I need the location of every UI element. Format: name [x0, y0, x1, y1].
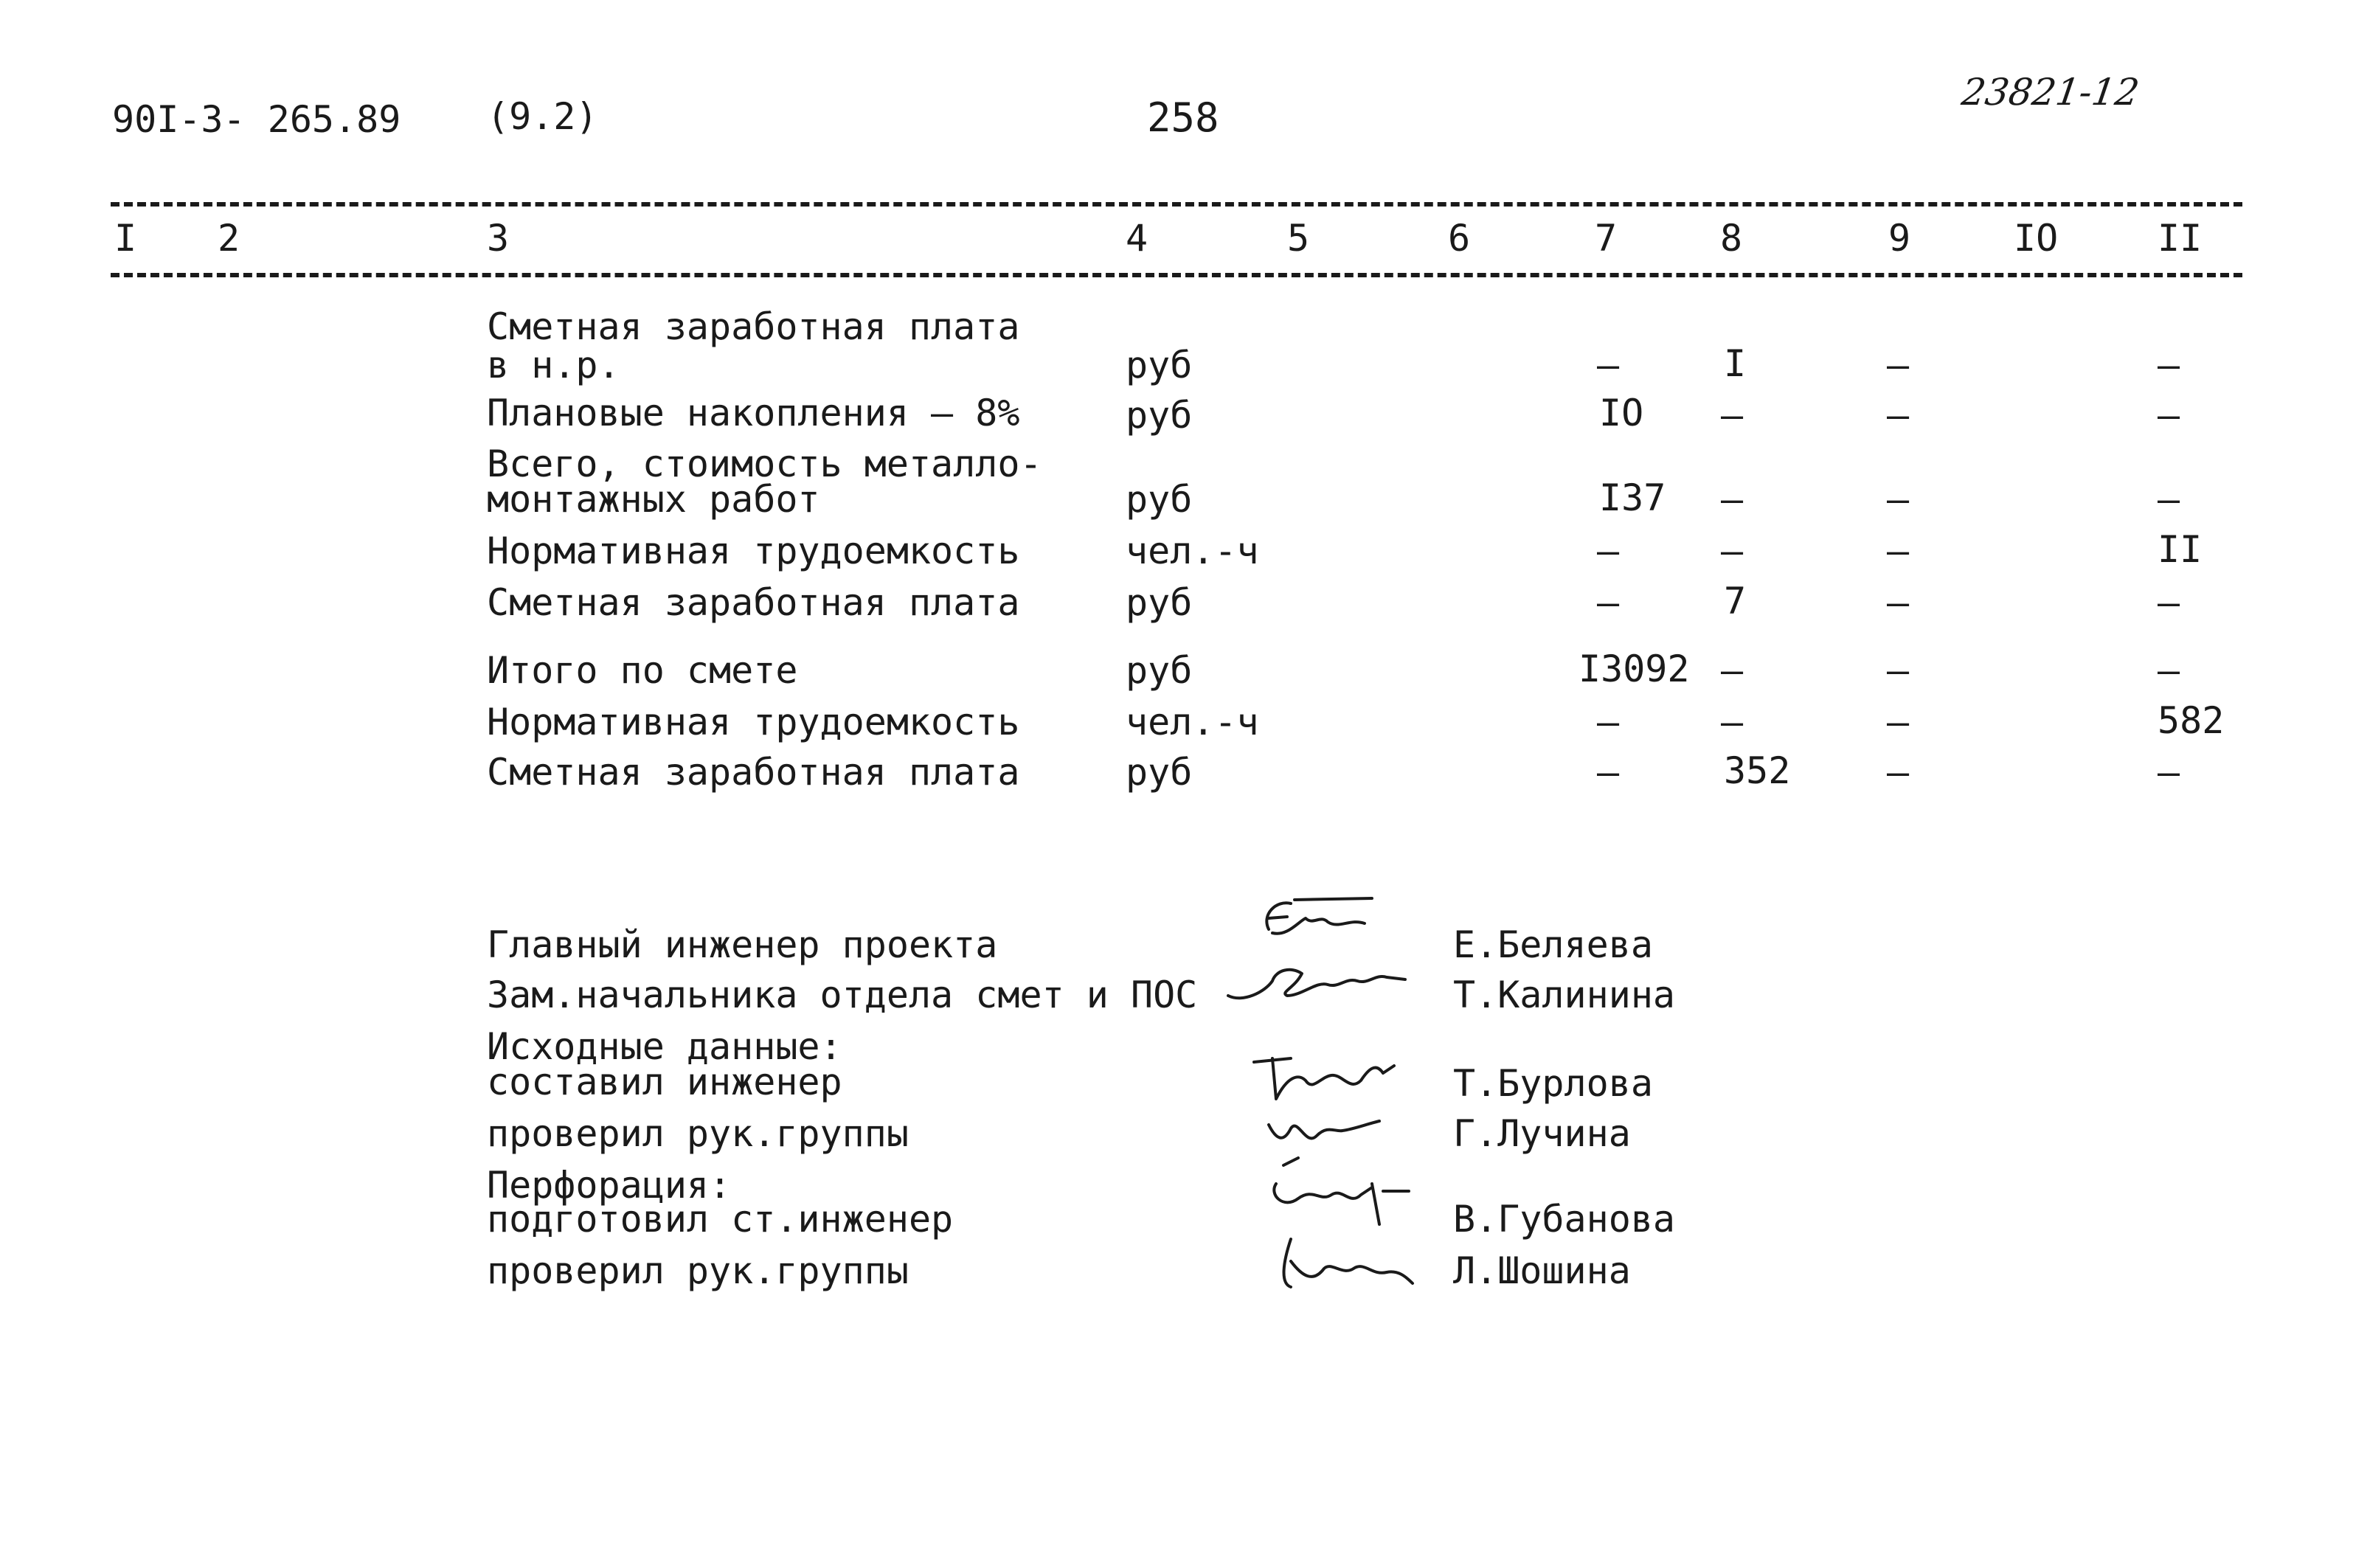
table-cell: – [1597, 530, 1620, 572]
header-rule-bottom [111, 273, 2242, 277]
table-cell: IO [1599, 392, 1644, 434]
document-code: 90I-3- 265.89 [112, 98, 401, 141]
table-cell: – [1721, 530, 1744, 572]
table-cell: II [2158, 528, 2203, 571]
section-number: (9.2) [487, 95, 598, 138]
table-row-label: Плановые накопления – 8% [487, 392, 1020, 434]
signature-mark [1261, 1103, 1387, 1154]
table-cell: – [1721, 701, 1744, 743]
table-cell: – [2158, 751, 2180, 794]
signatory-name: Е.Беляева [1453, 923, 1653, 966]
signatory-name: В.Губанова [1453, 1198, 1676, 1241]
table-cell: – [1597, 344, 1620, 386]
table-cell: – [1887, 581, 1910, 624]
table-cell: – [1597, 751, 1620, 794]
table-cell: – [1721, 394, 1744, 437]
table-cell: – [2158, 394, 2180, 437]
table-row-label: монтажных работ [487, 478, 820, 521]
column-number: 7 [1595, 217, 1618, 260]
table-cell-unit: чел.-ч [1126, 701, 1259, 743]
signature-mark [1221, 951, 1413, 1010]
signatory-name: Т.Бурлова [1453, 1062, 1653, 1105]
table-row-label: Нормативная трудоемкость [487, 701, 1020, 743]
column-number: 6 [1448, 217, 1471, 260]
table-cell: I [1724, 342, 1747, 385]
column-number: 5 [1287, 217, 1310, 260]
column-number: 3 [487, 217, 510, 260]
table-cell-unit: руб [1126, 751, 1193, 794]
signatory-role: составил инженер [487, 1061, 842, 1103]
table-cell: – [1887, 649, 1910, 692]
signatory-role: Исходные данные: [487, 1025, 842, 1068]
table-cell: – [2158, 478, 2180, 521]
table-cell-unit: руб [1126, 478, 1193, 521]
table-cell: – [1887, 751, 1910, 794]
column-number: 9 [1888, 217, 1911, 260]
signatory-role: Перфорация: [487, 1164, 732, 1207]
column-number: II [2158, 217, 2203, 260]
table-row-label: Сметная заработная плата [487, 751, 1020, 794]
table-cell: I3092 [1579, 648, 1690, 690]
signatory-name: Т.Калинина [1453, 974, 1676, 1016]
signatory-name: Г.Лучина [1453, 1112, 1631, 1155]
handwritten-reference: 23821-12 [1958, 71, 2142, 114]
signatory-role: проверил рук.группы [487, 1249, 909, 1292]
column-number: I [114, 217, 137, 260]
table-row-label: Нормативная трудоемкость [487, 530, 1020, 572]
table-cell-unit: руб [1126, 394, 1193, 437]
column-number: 8 [1720, 217, 1743, 260]
table-cell: – [1887, 394, 1910, 437]
table-cell: – [1887, 701, 1910, 743]
table-cell: – [1887, 344, 1910, 386]
signatory-role: Главный инженер проекта [487, 923, 998, 966]
table-cell: – [1887, 478, 1910, 521]
table-cell-unit: чел.-ч [1126, 530, 1259, 572]
table-cell: – [2158, 649, 2180, 692]
table-cell: – [2158, 344, 2180, 386]
table-cell-unit: руб [1126, 344, 1193, 386]
signatory-name: Л.Шошина [1453, 1249, 1631, 1292]
table-cell: – [1597, 581, 1620, 624]
column-number: 2 [218, 217, 240, 260]
signature-mark [1254, 892, 1379, 944]
table-row-label: Всего, стоимость металло- [487, 443, 1042, 485]
table-cell-unit: руб [1126, 581, 1193, 624]
signatory-role: Зам.начальника отдела смет и ПОС [487, 974, 1198, 1016]
column-number: IO [2014, 217, 2059, 260]
signature-mark [1254, 1151, 1416, 1232]
table-row-label: Сметная заработная плата [487, 581, 1020, 624]
page-number: 258 [1147, 94, 1219, 141]
table-row-label: Итого по смете [487, 649, 798, 692]
table-row-label: Сметная заработная плата [487, 305, 1020, 348]
signatory-role: проверил рук.группы [487, 1112, 909, 1155]
table-cell: 7 [1724, 580, 1747, 622]
signature-mark [1269, 1232, 1416, 1298]
table-cell: 352 [1724, 749, 1791, 792]
table-cell: – [1597, 701, 1620, 743]
table-cell: – [1887, 530, 1910, 572]
header-rule-top [111, 202, 2242, 207]
table-cell: I37 [1599, 476, 1666, 519]
table-cell: – [1721, 649, 1744, 692]
table-cell: 582 [2158, 699, 2225, 742]
signatory-role: подготовил ст.инженер [487, 1198, 954, 1241]
table-row-label: в н.р. [487, 344, 620, 386]
column-number: 4 [1126, 217, 1148, 260]
table-cell-unit: руб [1126, 649, 1193, 692]
table-cell: – [2158, 581, 2180, 624]
table-cell: – [1721, 478, 1744, 521]
